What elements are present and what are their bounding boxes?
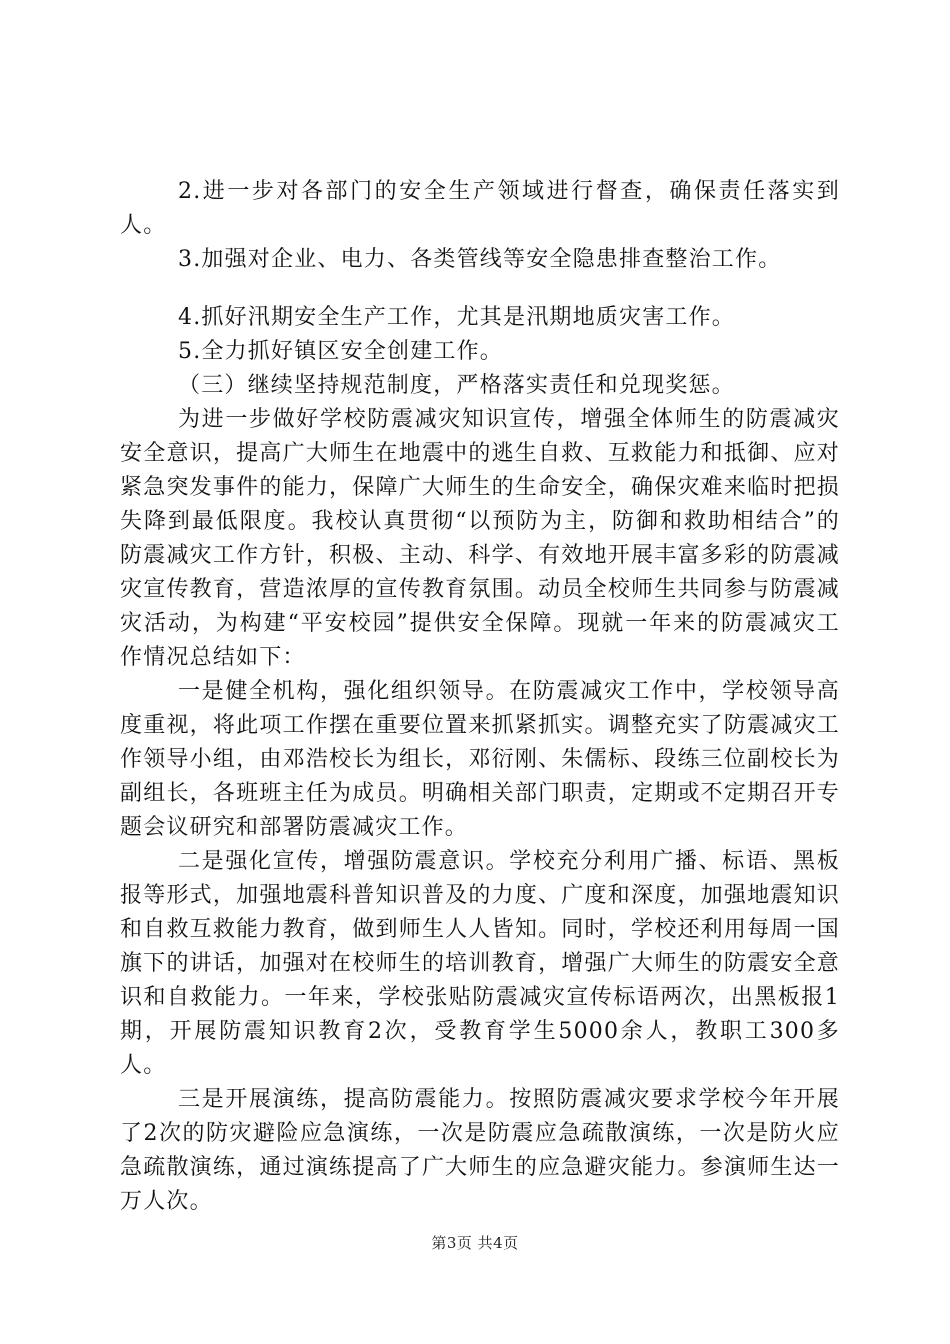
- paragraph-item-5: 5.全力抓好镇区安全创建工作。: [178, 339, 503, 364]
- document-body: [120, 175, 840, 1219]
- paragraph-drills: 三是开展演练，提高防震能力。按照防震减灾要求学校今年开展了2次的防灾避险应急演练，一次是防震应急疏散演练，一次是防火应急疏散演练，通过演练提高了广大师生的应急避灾能力。参演师生达一万人次。: [120, 1087, 840, 1214]
- paragraph-item-2: 2.进一步对各部门的安全生产领域进行督查，确保责任落实到人。: [120, 179, 840, 238]
- paragraph-item-4: 4.抓好汛期安全生产工作，尤其是汛期地质灾害工作。: [178, 305, 735, 330]
- paragraph-intro: 为进一步做好学校防震减灾知识宣传，增强全体师生的防震减灾安全意识，提高广大师生在地震中的逃生自救、互救能力和抵御、应对紧急突发事件的能力，保障广大师生的生命安全，确保灾难来临时把损失降到最低限度。我校认真贯彻“以预防为主，防御和救助相结合”的防震减灾工作方针，积极、主动、科学、有效地开展丰富多彩的防震减灾宣传教育，营造浓厚的宣传教育氛围。动员全校师生共同参与防震减灾活动，为构建“平安校园”提供安全保障。现就一年来的防震减灾工作情况总结如下：: [120, 407, 840, 670]
- paragraph-organization: 一是健全机构，强化组织领导。在防震减灾工作中，学校领导高度重视，将此项工作摆在重要位置来抓紧抓实。调整充实了防震减灾工作领导小组，由邓浩校长为组长，邓衍刚、朱儒标、段练三位副校长为副组长，各班班主任为成员。明确相关部门职责，定期或不定期召开专题会议研究和部署防震减灾工作。: [120, 679, 840, 840]
- paragraph-item-3: 3.加强对企业、电力、各类管线等安全隐患排查整治工作。: [178, 247, 782, 272]
- section-heading-3: （三）继续坚持规范制度，严格落实责任和兑现奖惩。: [178, 373, 735, 398]
- page-footer: 第3页 共4页: [431, 1234, 519, 1252]
- paragraph-publicity: 二是强化宣传，增强防震意识。学校充分利用广播、标语、黑板报等形式，加强地震科普知识普及的力度、广度和深度，加强地震知识和自救互救能力教育，做到师生人人皆知。同时，学校还利用每周一国旗下的讲话，加强对在校师生的培训教育，增强广大师生的防震安全意识和自救能力。一年来，学校张贴防震减灾宣传标语两次，出黑板报1期，开展防震知识教育2次，受教育学生5000余人，教职工300多人。: [120, 849, 840, 1078]
